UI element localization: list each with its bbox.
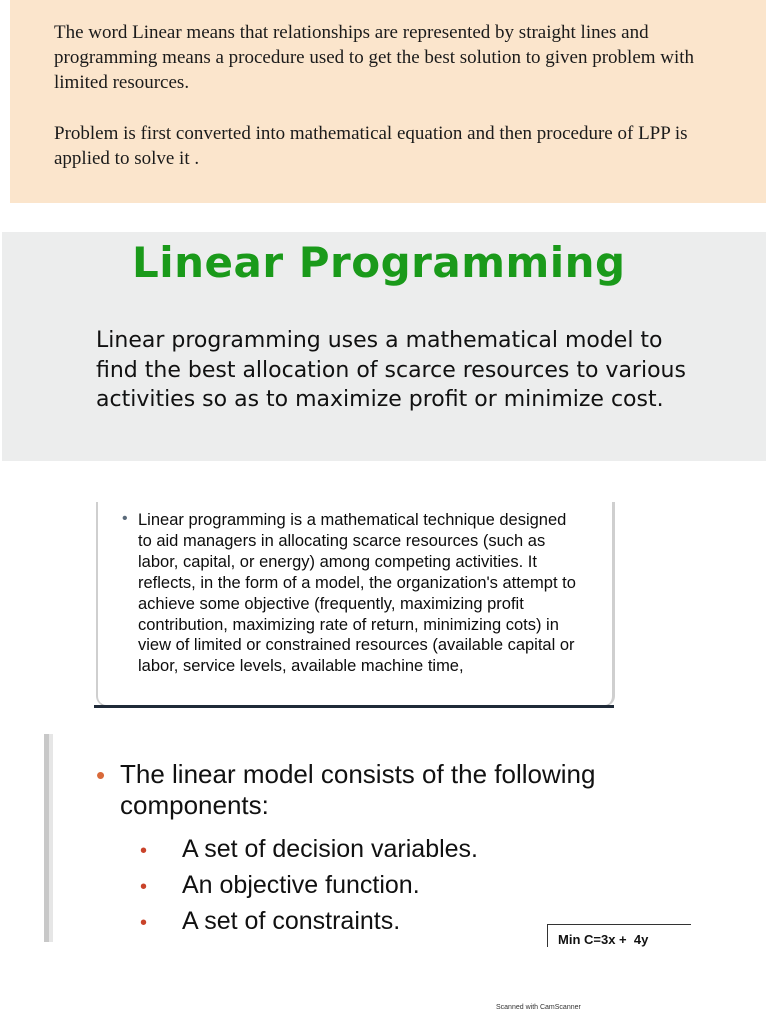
slide-divider bbox=[94, 705, 614, 708]
bullet-icon: • bbox=[140, 840, 148, 862]
bullet-icon: • bbox=[96, 760, 106, 790]
technique-description: Linear programming is a mathematical technique designed to aid managers in allocating scarce resources (such as labor, capital, or energy) among competing activities. It reflects, in the form of a model, the organization's attempt to achieve some objective (frequently, maximizing profit contribution, maximizing rate of return, minimizing cots) in view of limited or constrained resources (available capital or labor, service levels, available machine time, bbox=[138, 511, 576, 676]
component-item bbox=[140, 906, 560, 938]
component-item bbox=[140, 834, 560, 866]
bullet-icon: • bbox=[122, 510, 128, 527]
scanner-watermark: Scanned with CamScanner bbox=[496, 1004, 581, 1011]
slide-definition-text: Linear programming uses a mathematical model to find the best allocation of scarce resources to various activities so as to maximize profit or minimize cost. bbox=[96, 328, 686, 412]
component-label: A set of constraints. bbox=[182, 907, 401, 935]
objective-formula: Min C=3x + 4y bbox=[558, 932, 649, 947]
formula-box bbox=[547, 924, 691, 947]
slide-title: Linear Programming bbox=[132, 238, 626, 287]
intro-paragraph-1: The word Linear means that relationships are represented by straight lines and programming means a procedure used to get the best solution to given problem with limited resources. bbox=[54, 22, 695, 93]
bullet-icon: • bbox=[140, 876, 148, 898]
components-heading: The linear model consists of the following components: bbox=[120, 759, 596, 820]
component-item bbox=[140, 870, 560, 902]
component-label: A set of decision variables. bbox=[182, 835, 478, 863]
bullet-icon: • bbox=[140, 912, 148, 934]
slide-edge-bar bbox=[44, 734, 53, 942]
intro-paragraph-2: Problem is first converted into mathematical equation and then procedure of LPP is applied to solve it . bbox=[54, 123, 688, 169]
component-label: An objective function. bbox=[182, 871, 420, 899]
